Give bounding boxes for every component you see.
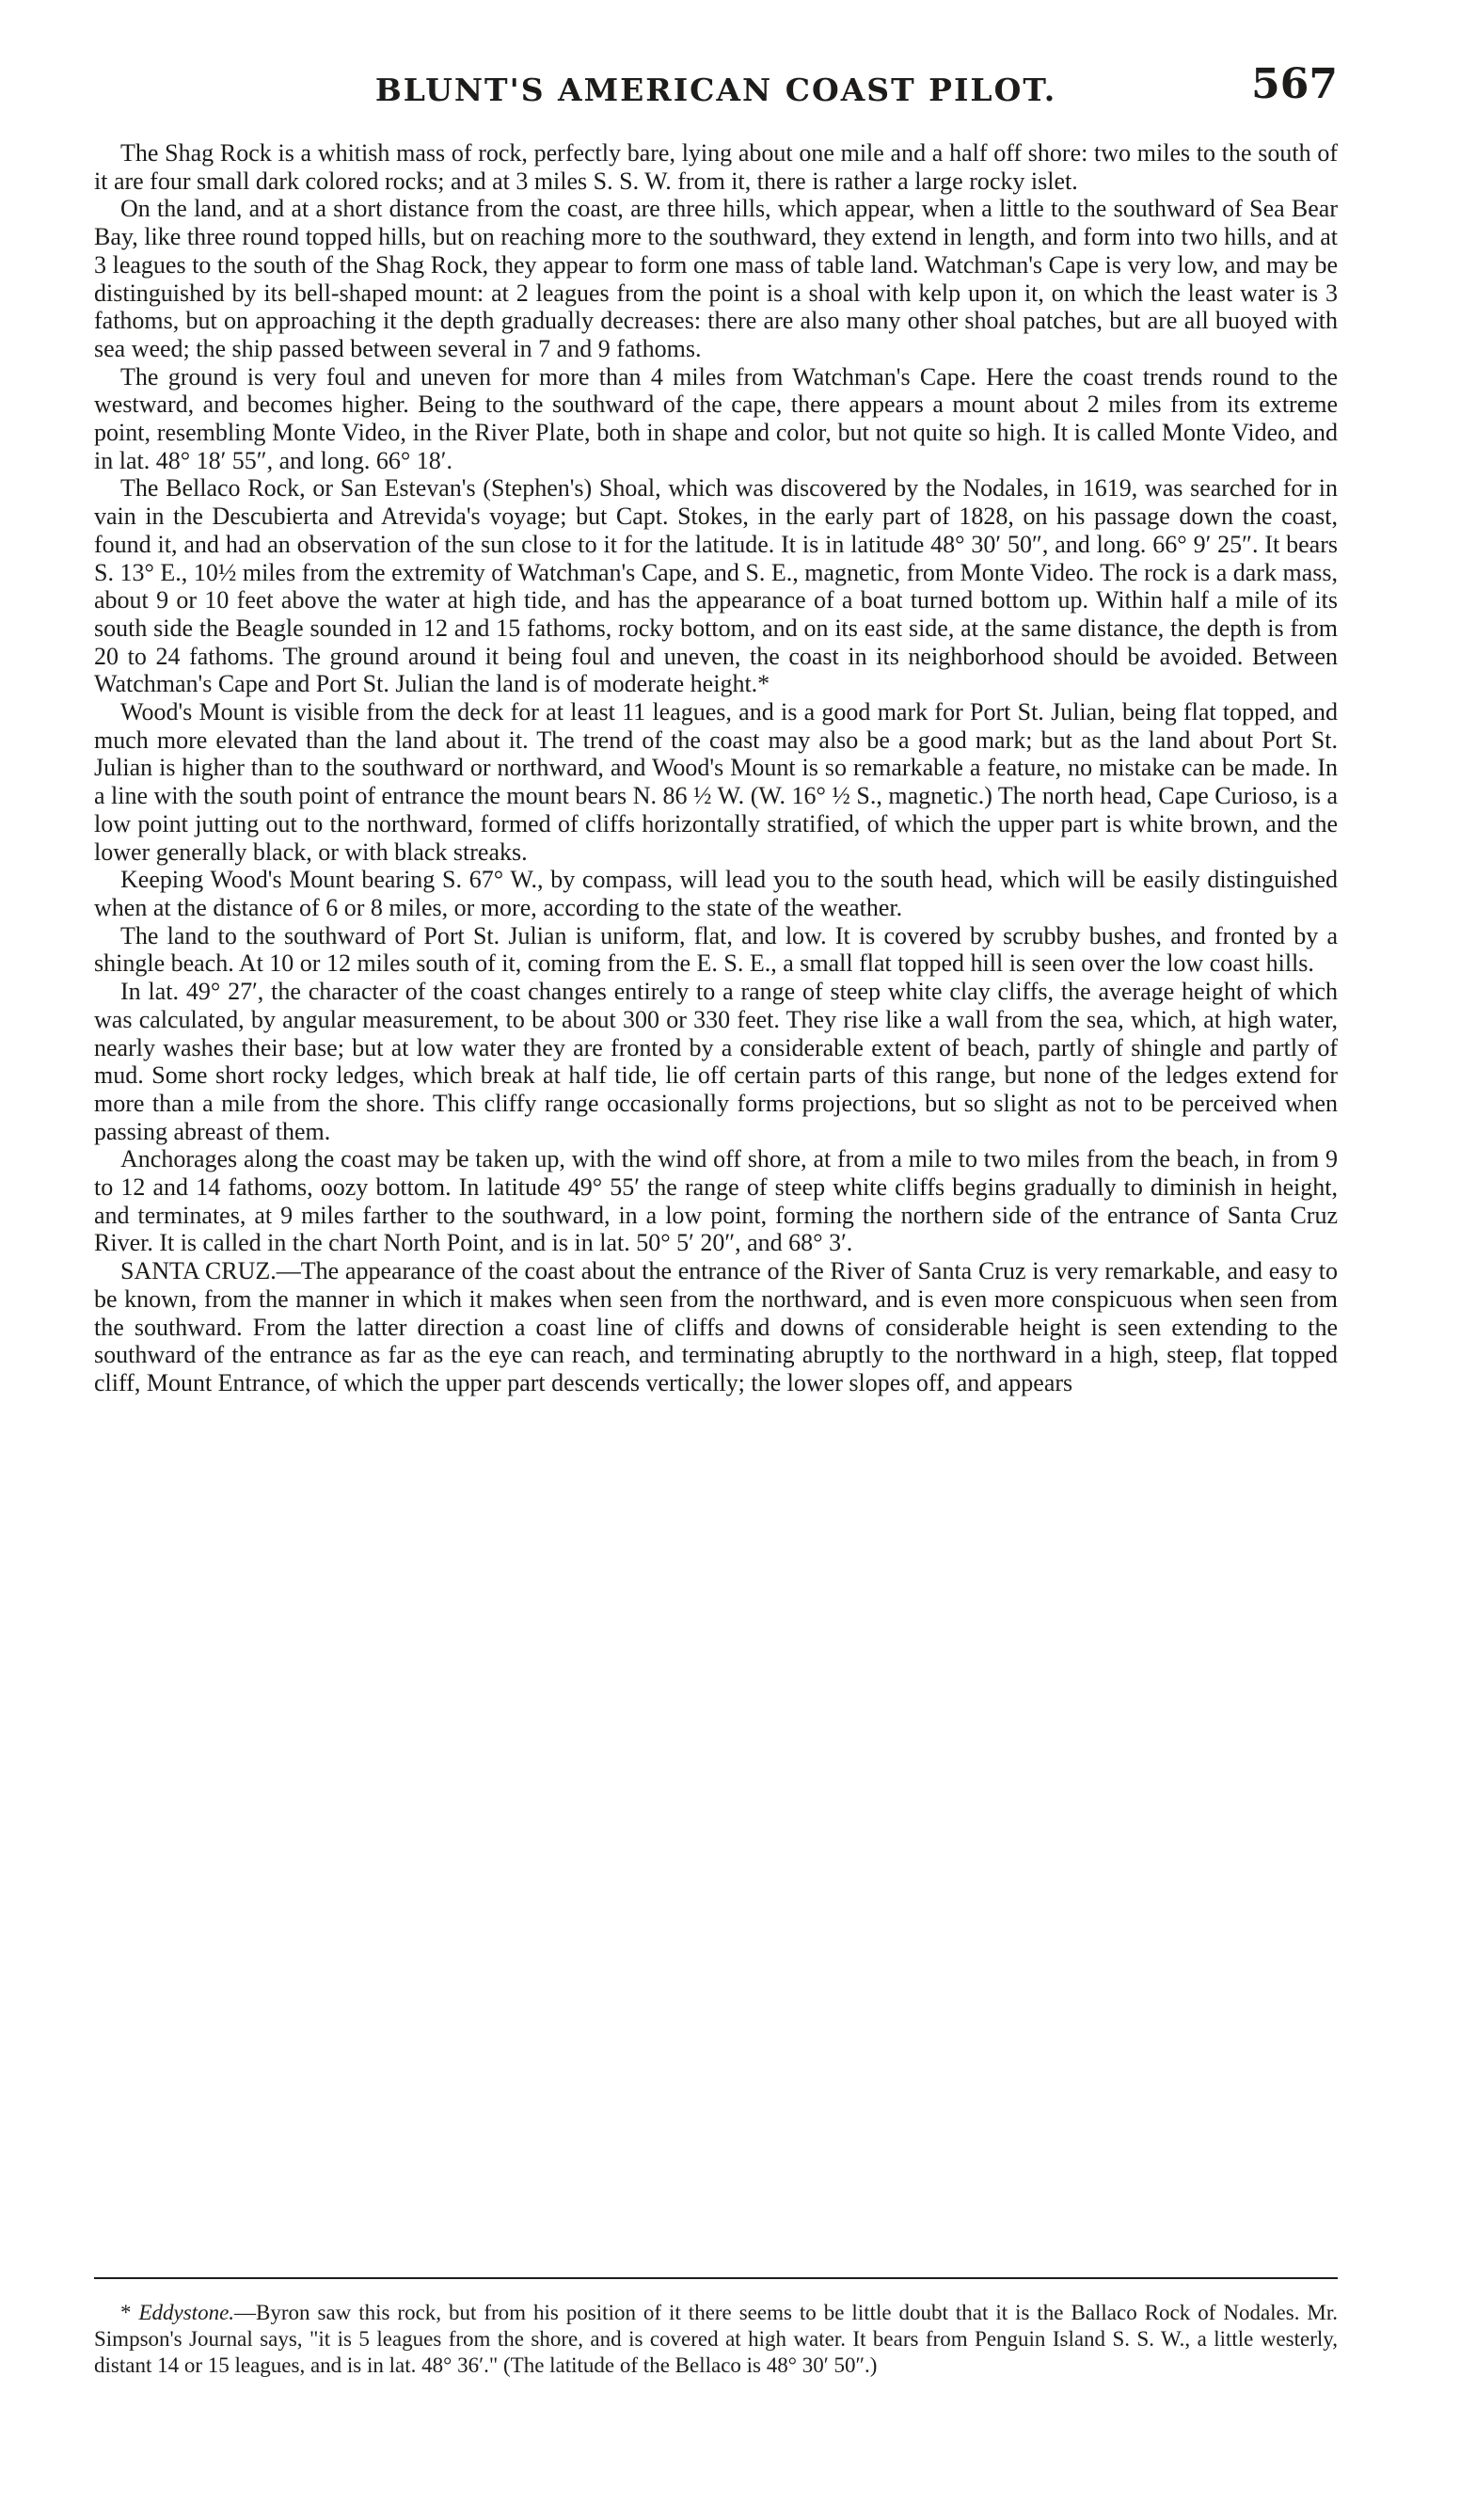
paragraph-bellaco-rock: The Bellaco Rock, or San Estevan's (Stephen's) Shoal, which was discovered by the Nodales, in 1619, was searched for in vain in the Descubierta and Atrevida's voyage; but Capt. Stokes, in the early part of 1828, on his passage down the coast, found it, and had an observation of the sun close to it for the latitude. It is in latitude 48° 30′ 50″, and long. 66° 9′ 25″. It bears S. 13° E., 10½ miles from the extremity of Watchman's Cape, and S. E., magnetic, from Monte Video. The rock is a dark mass, about 9 or 10 feet above the water at high tide, and has the appearance of a boat turned bottom up. Within half a mile of its south side the Beagle sounded in 12 and 15 fathoms, rocky bottom, and on its east side, at the same distance, the depth is from 20 to 24 fathoms. The ground around it being foul and uneven, the coast in its neighborhood should be avoided. Between Watchman's Cape and Port St. Julian the land is of moderate height.* [94,474,1338,698]
footnote [94,2300,1338,2379]
page-number: 567 [1251,60,1338,108]
paragraph-land-southward: The land to the southward of Port St. Julian is uniform, flat, and low. It is covered by scrubby bushes, and fronted by a shingle beach. At 10 or 12 miles south of it, coming from the E. S. E., a small flat topped hill is seen over the low coast hills. [94,921,1338,978]
paragraph-woods-mount: Wood's Mount is visible from the deck for at least 11 leagues, and is a good mark for Port St. Julian, being flat topped, and much more elevated than the land about it. The trend of the coast may also be a good mark; but as the land about Port St. Julian is higher than to the southward or northward, and Wood's Mount is so remarkable a feature, no mistake can be made. In a line with the south point of entrance the mount bears N. 86 ½ W. (W. 16° ½ S., magnetic.) The north head, Cape Curioso, is a low point jutting out to the northward, formed of cliffs horizontally stratified, of which the upper part is white brown, and the lower generally black, or with black streaks. [94,698,1338,866]
paragraph-anchorages: Anchorages along the coast may be taken up, with the wind off shore, at from a mile to two miles from the beach, in from 9 to 12 and 14 fathoms, oozy bottom. In latitude 49° 55′ the range of steep white cliffs begins gradually to diminish in height, and terminates, at 9 miles farther to the southward, in a low point, forming the northern side of the entrance of Santa Cruz River. It is called in the chart North Point, and is in lat. 50° 5′ 20″, and 68° 3′. [94,1145,1338,1257]
paragraph-foul-ground: The ground is very foul and uneven for more than 4 miles from Watchman's Cape. Here the coast trends round to the westward, and becomes higher. Being to the southward of the cape, there appears a mount about 2 miles from its extreme point, resembling Monte Video, in the River Plate, both in shape and color, but not quite so high. It is called Monte Video, and in lat. 48° 18′ 55″, and long. 66° 18′. [94,362,1338,474]
paragraph-keeping-bearing: Keeping Wood's Mount bearing S. 67° W., by compass, will lead you to the south head, which will be easily distinguished when at the distance of 6 or 8 miles, or more, according to the state of the weather. [94,866,1338,921]
footnote-title: Eddystone. [138,2301,235,2324]
page-header [94,58,1338,124]
paragraph-three-hills: On the land, and at a short distance from the coast, are three hills, which appear, when a little to the southward of Sea Bear Bay, like three round topped hills, but on reaching more to the southward, they extend in length, and form into two hills, and at 3 leagues to the south of the Shag Rock, they appear to form one mass of table land. Watchman's Cape is very low, and may be distinguished by its bell-shaped mount: at 2 leagues from the point is a shoal with kelp upon it, on which the least water is 3 fathoms, but on approaching it the depth gradually decreases: there are also many other shoal patches, but are all buoyed with sea weed; the ship passed between several in 7 and 9 fathoms. [94,195,1338,362]
footnote-marker: * [120,2301,139,2324]
body-text [94,139,1338,1397]
paragraph-shag-rock: The Shag Rock is a whitish mass of rock, perfectly bare, lying about one mile and a half off shore: two miles to the south of it are four small dark colored rocks; and at 3 miles S. S. W. from it, there is rather a large rocky islet. [94,139,1338,195]
paragraph-santa-cruz: SANTA CRUZ.—The appearance of the coast about the entrance of the River of Santa Cruz is very remarkable, and easy to be known, from the manner in which it makes when seen from the northward, and is even more conspicuous when seen from the southward. From the latter direction a coast line of cliffs and downs of considerable height is seen extending to the southward of the entrance as far as the eye can reach, and terminating abruptly to the northward in a high, steep, flat topped cliff, Mount Entrance, of which the upper part descends vertically; the lower slopes off, and appears [94,1257,1338,1396]
footnote-divider [94,2277,1338,2279]
footnote-paragraph [94,2300,1338,2379]
paragraph-clay-cliffs: In lat. 49° 27′, the character of the coast changes entirely to a range of steep white clay cliffs, the average height of which was calculated, by angular measurement, to be about 300 or 330 feet. They rise like a wall from the sea, which, at high water, nearly washes their base; but at low water they are fronted by a considerable extent of beach, partly of shingle and partly of mud. Some short rocky ledges, which break at half tide, lie off certain parts of this range, but none of the ledges extend for more than a mile from the shore. This cliffy range occasionally forms projections, but so slight as not to be perceived when passing abreast of them. [94,978,1338,1145]
footnote-text: —Byron saw this rock, but from his position of it there seems to be little doubt that it is the Ballaco Rock of Nodales. Mr. Simpson's Journal says, "it is 5 leagues from the shore, and is covered at high water. It bears from Penguin Island S. S. W., a little westerly, distant 14 or 15 leagues, and is in lat. 48° 36′." (The latitude of the Bellaco is 48° 30′ 50″.) [94,2301,1339,2377]
running-title: BLUNT'S AMERICAN COAST PILOT. [374,72,1057,108]
